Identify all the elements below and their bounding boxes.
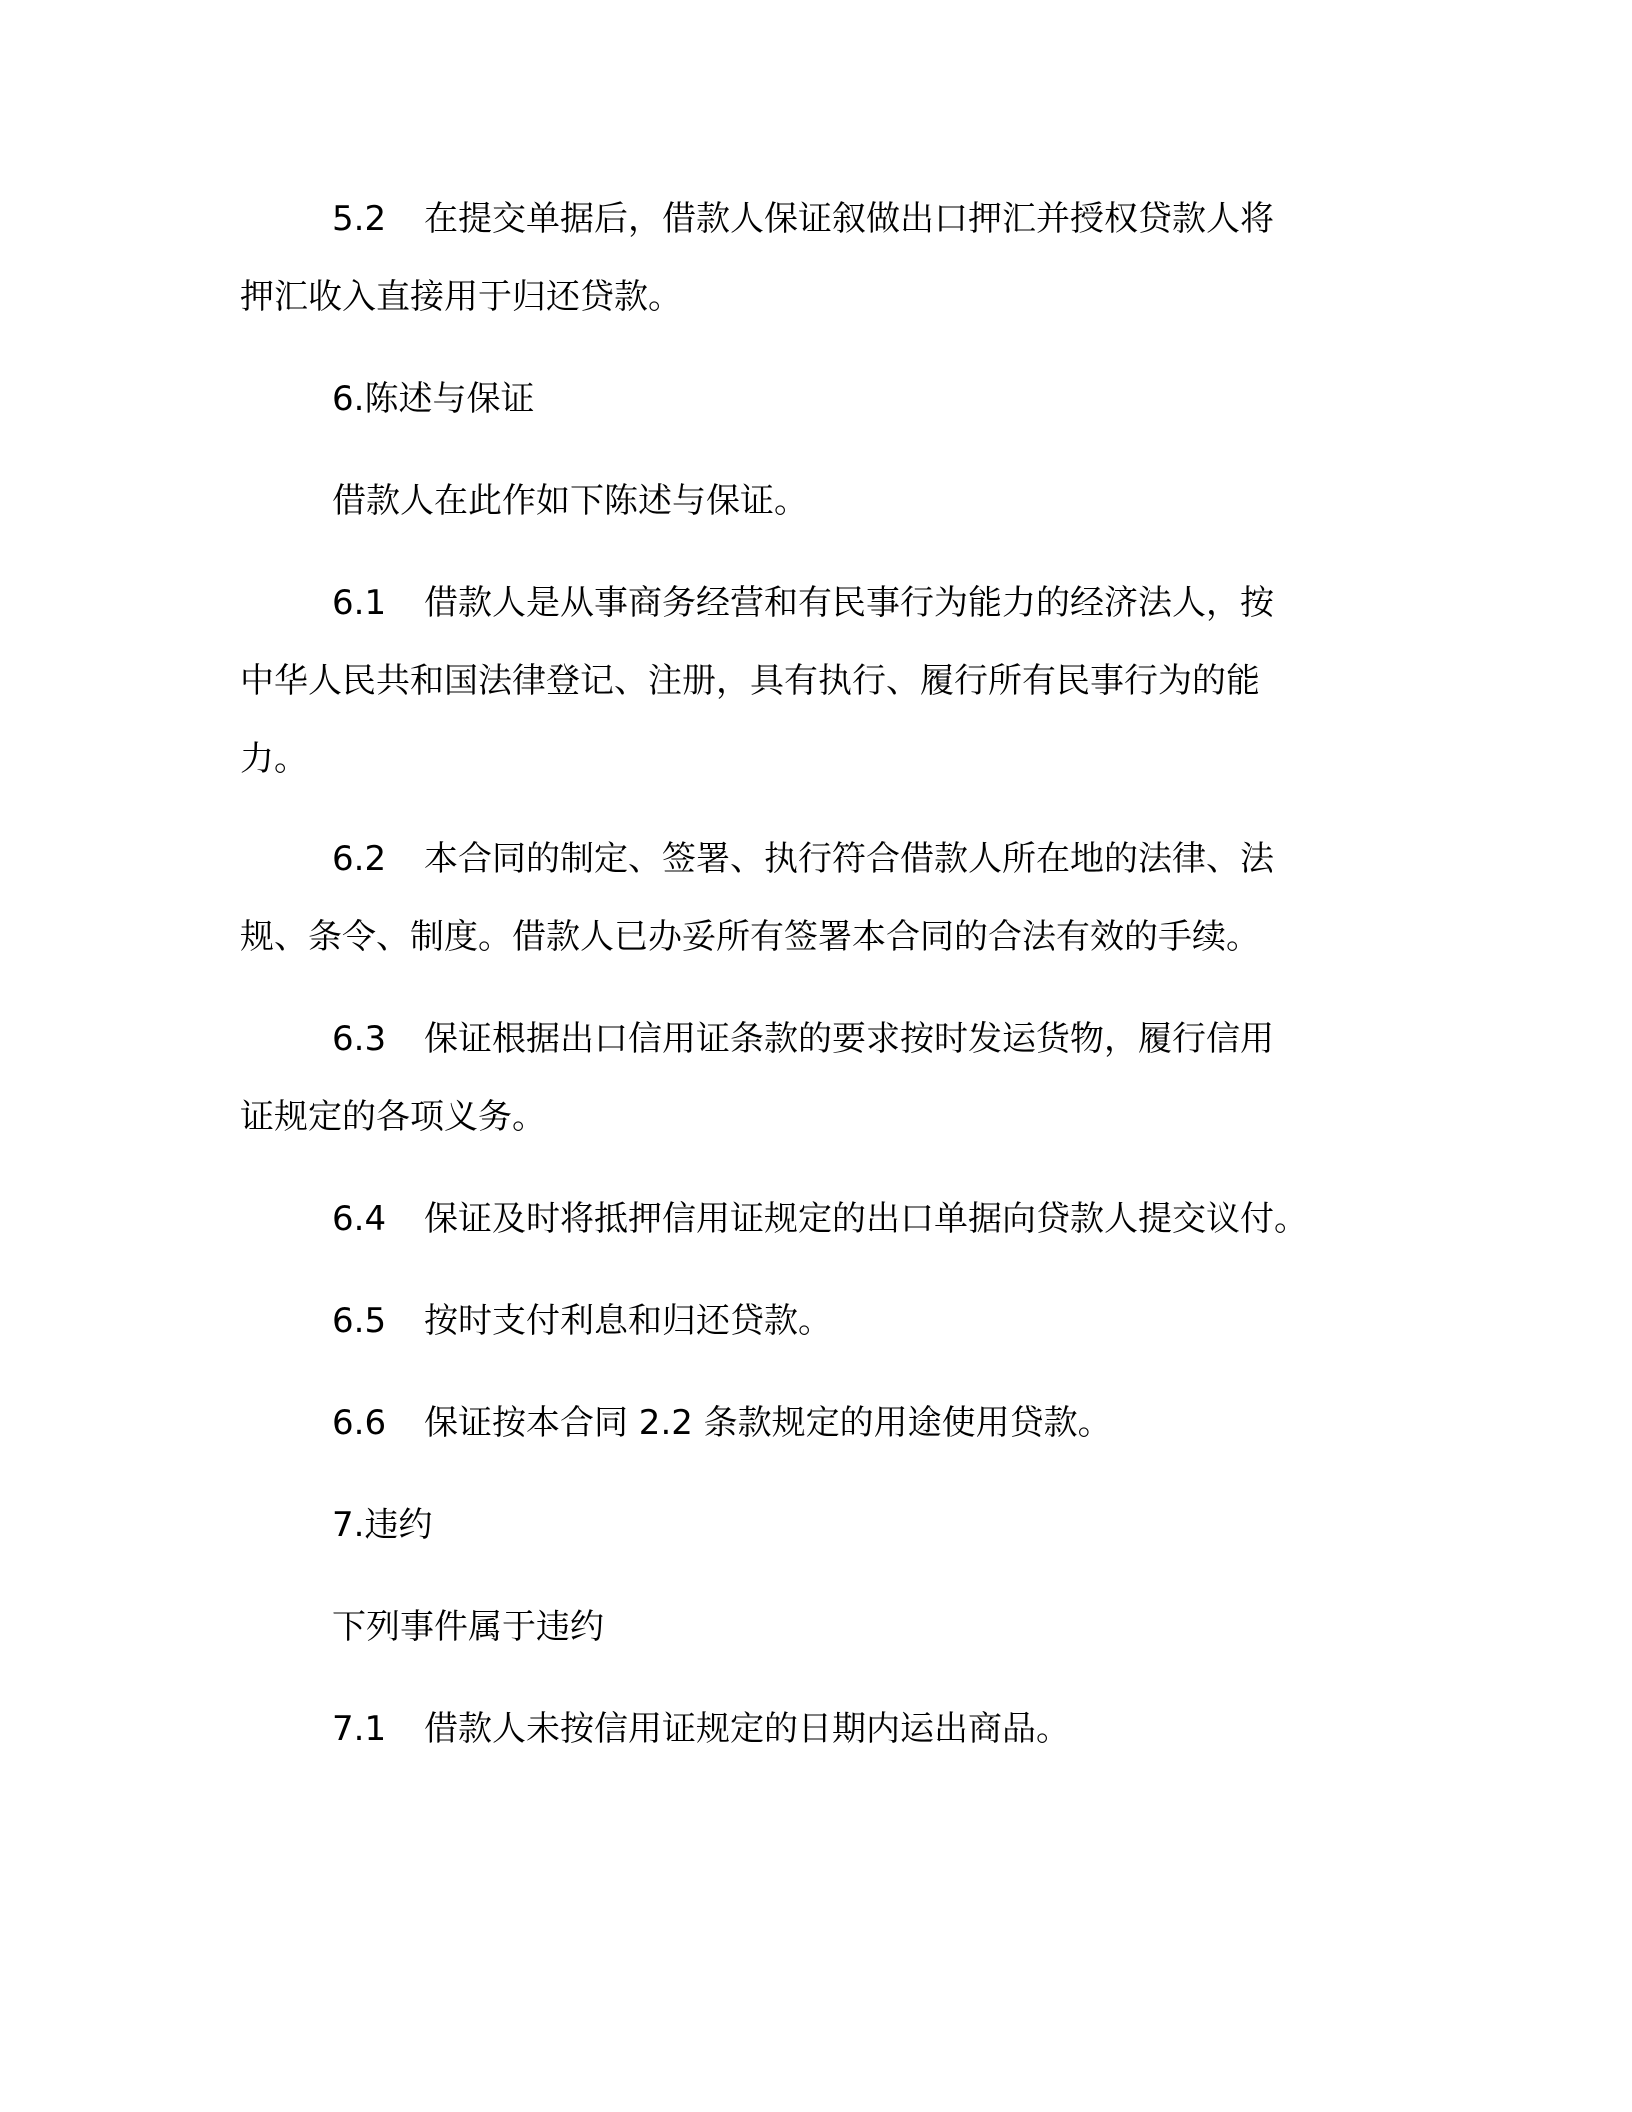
clause-number: 5.2 — [332, 199, 387, 239]
clause-6-3-line-1 — [332, 1016, 1274, 1062]
section-6-intro: 借款人在此作如下陈述与保证。 — [332, 481, 808, 521]
clause-6-2-line-2: 规、条令、制度。借款人已办妥所有签署本合同的合法有效的手续。 — [240, 917, 1260, 957]
clause-6-6 — [332, 1400, 1112, 1446]
clause-text: 本合同的制定、签署、执行符合借款人所在地的法律、法 — [424, 839, 1274, 879]
clause-text: 借款人是从事商务经营和有民事行为能力的经济法人，按 — [424, 583, 1274, 623]
clause-6-1-line-3: 力。 — [240, 739, 308, 779]
section-6-heading — [332, 376, 534, 422]
clause-number: 6.1 — [332, 583, 387, 623]
clause-text: 保证及时将抵押信用证规定的出口单据向贷款人提交议付。 — [424, 1199, 1308, 1239]
clause-number: 6.4 — [332, 1199, 387, 1239]
section-7-heading — [332, 1502, 432, 1548]
clause-text: 借款人未按信用证规定的日期内运出商品。 — [424, 1709, 1070, 1749]
clause-number: 6.6 — [332, 1403, 387, 1443]
clause-6-1-line-2: 中华人民共和国法律登记、注册，具有执行、履行所有民事行为的能 — [240, 661, 1260, 701]
clause-number: 6.5 — [332, 1301, 387, 1341]
clause-5-2-line-2: 押汇收入直接用于归还贷款。 — [240, 277, 682, 317]
clause-5-2-line-1 — [332, 196, 1274, 242]
clause-number: 7.1 — [332, 1709, 387, 1749]
clause-text: 在提交单据后，借款人保证叙做出口押汇并授权贷款人将 — [424, 199, 1274, 239]
clause-number: 6.2 — [332, 839, 387, 879]
clause-6-3-line-2: 证规定的各项义务。 — [240, 1097, 546, 1137]
section-heading-text: 7.违约 — [332, 1505, 433, 1545]
section-heading-text: 6.陈述与保证 — [332, 379, 535, 419]
section-7-intro: 下列事件属于违约 — [332, 1607, 604, 1647]
clause-text: 按时支付利息和归还贷款。 — [424, 1301, 832, 1341]
clause-6-2-line-1 — [332, 836, 1274, 882]
clause-6-1-line-1 — [332, 580, 1274, 626]
clause-number: 6.3 — [332, 1019, 387, 1059]
clause-6-5 — [332, 1298, 832, 1344]
clause-7-1 — [332, 1706, 1070, 1752]
clause-text: 保证根据出口信用证条款的要求按时发运货物，履行信用 — [424, 1019, 1274, 1059]
clause-text: 保证按本合同 2.2 条款规定的用途使用贷款。 — [424, 1403, 1112, 1443]
clause-6-4 — [332, 1196, 1308, 1242]
